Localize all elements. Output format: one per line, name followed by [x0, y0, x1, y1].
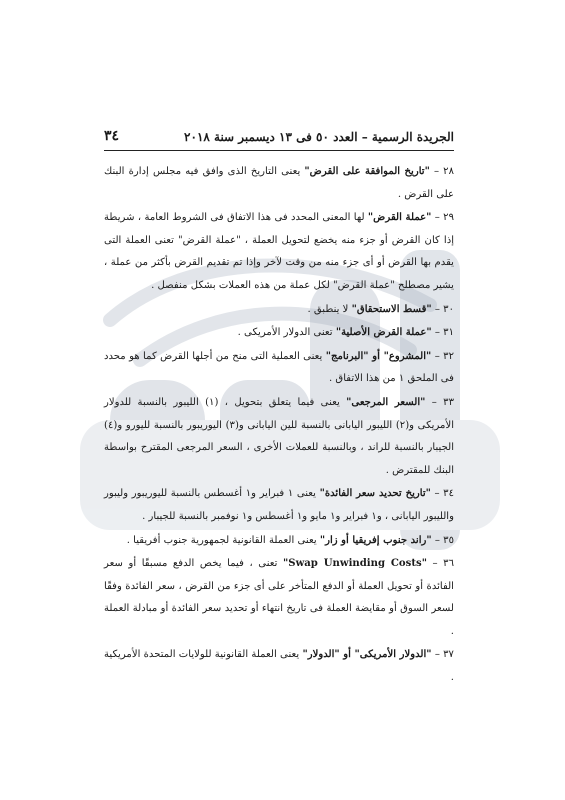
definition-paragraph [104, 483, 454, 528]
item-number: ٣٠ – [431, 303, 454, 315]
definition-text: يعنى العملة القانونية لجمهورية جنوب أفريقيا . [126, 534, 320, 546]
item-number: ٣٣ – [425, 396, 455, 408]
definition-text: تعنى الدولار الأمريكى . [237, 327, 336, 339]
defined-term: "قسط الاستحقاق" [351, 303, 432, 315]
definition-text: يعنى التاريخ الذى وافق فيه مجلس إدارة البنك على القرض . [104, 166, 454, 200]
item-number: ٢٨ – [429, 166, 454, 177]
definition-text: تعنى ، فيما يخص الدفع مسبقًا أو سعر الفائدة أو تحويل العملة أو الدفع المتأخر على أى جزء من القرض ، سعر الفائدة وفقًا لسعر السوق أو مقايضة العملة فى تاريخ انتهاء أو تحديد سعر الفائدة أو مبادلة العملة . [104, 558, 454, 637]
defined-term: "تاريخ الموافقة على القرض" [304, 166, 430, 177]
defined-term: "عملة القرض" [367, 212, 432, 224]
defined-term: "راند جنوب إفريقيا أو زار" [319, 534, 432, 546]
gazette-title: الجريدة الرسمية – العدد ٥٠ فى ١٣ ديسمبر سنة ٢٠١٨ [184, 130, 454, 144]
definition-paragraph [104, 207, 454, 297]
definition-text: لها المعنى المحدد فى هذا الاتفاق فى الشروط العامة ، شريطة إذا كان القرض أو جزء منه يخضع لتحويل العملة ، "عملة القرض" تعنى العملة التى يقدم بها القرض أو أى جزء منه من وقت لآخر وإذا تم تقديم القرض بأكثر من عملة ، يشير مصطلح "عملة القرض" لكل عملة من هذه العملات بشكل منفصل . [104, 212, 454, 291]
definition-text: لا ينطبق . [307, 303, 352, 315]
definition-text: يعنى العملة القانونية للولايات المتحدة الأمريكية . [104, 649, 454, 684]
definition-paragraph [104, 530, 454, 553]
definition-paragraph [104, 322, 454, 345]
definition-paragraph [104, 644, 454, 689]
item-number: ٣١ – [431, 327, 454, 339]
item-number: ٣٢ – [431, 350, 454, 362]
definition-paragraph [104, 346, 454, 391]
definition-paragraph [104, 299, 454, 322]
definition-paragraph [104, 161, 454, 206]
item-number: ٣٥ – [431, 534, 454, 546]
defined-term: "تاريخ تحديد سعر الفائدة" [319, 488, 431, 500]
document-body [104, 161, 454, 690]
item-number: ٢٩ – [431, 212, 454, 224]
definition-paragraph [104, 392, 454, 482]
defined-term: "عملة القرض الأصلية" [335, 327, 432, 339]
page-number: ٣٤ [104, 128, 120, 144]
defined-term: "Swap Unwinding Costs" [283, 558, 427, 570]
item-number: ٣٤ – [430, 488, 455, 500]
definition-paragraph [104, 553, 454, 643]
definition-text: يعنى ١ فبراير و١ أغسطس بالنسبة لليوريبور وليبور والليبور اليابانى ، و١ فبراير و١ مايو و١ أغسطس و١ نوفمبر بالنسبة للجيبار . [104, 488, 454, 522]
item-number: ٣٧ – [431, 649, 454, 661]
defined-term: "الدولار الأمريكى" أو "الدولار" [302, 649, 432, 661]
item-number: ٣٦ – [426, 558, 454, 570]
defined-term: "السعر المرجعى" [346, 396, 426, 408]
definition-text: يعنى العملية التى منح من أجلها القرض كما هو محدد فى الملحق ١ من هذا الاتفاق . [104, 350, 454, 385]
page-header [104, 128, 454, 151]
definition-text: يعنى فيما يتعلق بتحويل ، (١) الليبور بالنسبة للدولار الأمريكى و(٢) الليبور اليابانى بالنسبة للين اليابانى و(٣) اليوريبور بالنسبة لليورو و(٤) الجيبار بالنسبة للراند ، وبالنسبة للعملات الأخرى ، السعر المرجعى المقترح بواسطة البنك للمقترض . [104, 396, 455, 476]
document-page [104, 128, 454, 691]
defined-term: "المشروع" أو "البرنامج" [325, 350, 432, 362]
